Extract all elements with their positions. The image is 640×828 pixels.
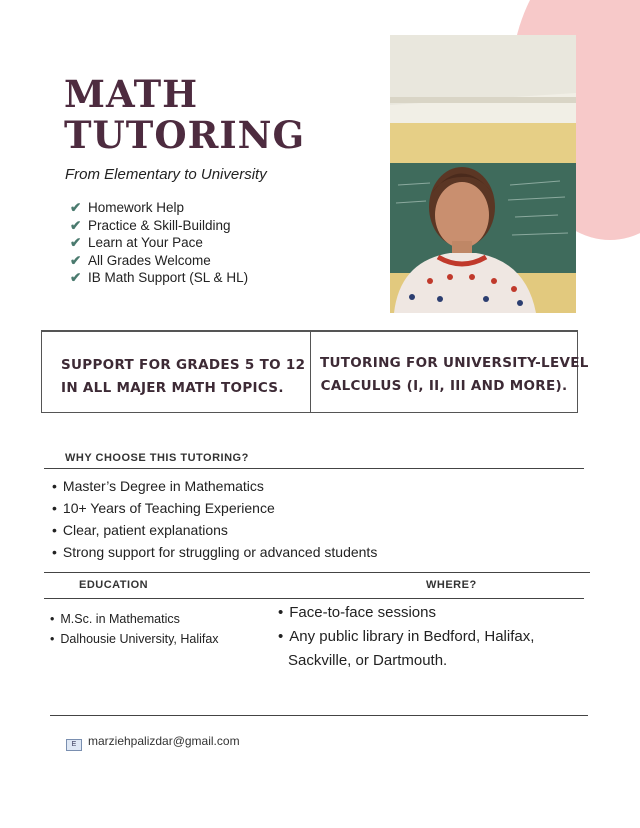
why-rule <box>44 468 584 469</box>
why-item: • 10+ Years of Teaching Experience <box>52 497 377 519</box>
offer-grades-text: SUPPORT FOR GRADES 5 TO 12 IN ALL MAJER MATH TOPICS. <box>61 357 306 396</box>
where-item: • Face-to-face sessions <box>278 601 534 625</box>
feature-item: ✔ All Grades Welcome <box>70 252 211 268</box>
education-item: • Dalhousie University, Halifax <box>50 629 219 649</box>
why-heading: WHY CHOOSE THIS TUTORING? <box>65 452 249 464</box>
title-line-1: MATH <box>64 72 199 116</box>
feature-item: ✔ Homework Help <box>70 200 185 215</box>
education-rule-bottom <box>44 598 584 599</box>
feature-list <box>70 199 248 287</box>
offer-university-text: TUTORING FOR UNIVERSITY-LEVEL CALCULUS (I, II, III AND MORE). <box>320 355 589 394</box>
why-item: • Strong support for struggling or advanced students <box>52 541 377 563</box>
why-item: • Master’s Degree in Mathematics <box>52 475 377 497</box>
where-heading: WHERE? <box>426 579 477 591</box>
education-list <box>50 609 219 649</box>
why-item: • Clear, patient explanations <box>52 519 377 541</box>
offer-divider <box>310 332 311 412</box>
checkmark-icon: ✔ <box>70 200 82 215</box>
feature-item: ✔ IB Math Support (SL & HL) <box>70 270 249 285</box>
feature-item: ✔ Learn at Your Pace <box>70 235 203 250</box>
email-icon: E <box>66 739 82 751</box>
feature-item: ✔ Practice & Skill-Building <box>70 217 231 233</box>
checkmark-icon: ✔ <box>70 235 82 250</box>
education-rule-top <box>44 572 590 573</box>
subtitle: From Elementary to University <box>65 166 267 183</box>
contact-email <box>66 734 240 751</box>
education-item: • M.Sc. in Mathematics <box>50 609 219 629</box>
education-heading: EDUCATION <box>79 579 149 591</box>
offer-box <box>41 330 589 413</box>
checkmark-icon: ✔ <box>70 252 82 268</box>
where-item-continued: Sackville, or Dartmouth. <box>288 652 448 669</box>
why-list <box>52 475 377 563</box>
footer-rule <box>50 715 588 716</box>
page-title <box>64 74 305 156</box>
email-address: marziehpalizdar@gmail.com <box>88 734 240 748</box>
checkmark-icon: ✔ <box>70 270 82 285</box>
tutor-photo <box>390 35 576 313</box>
where-item: • Any public library in Bedford, Halifax, <box>278 625 534 649</box>
checkmark-icon: ✔ <box>70 217 82 233</box>
title-line-2: TUTORING <box>64 113 306 157</box>
where-list <box>278 601 534 673</box>
